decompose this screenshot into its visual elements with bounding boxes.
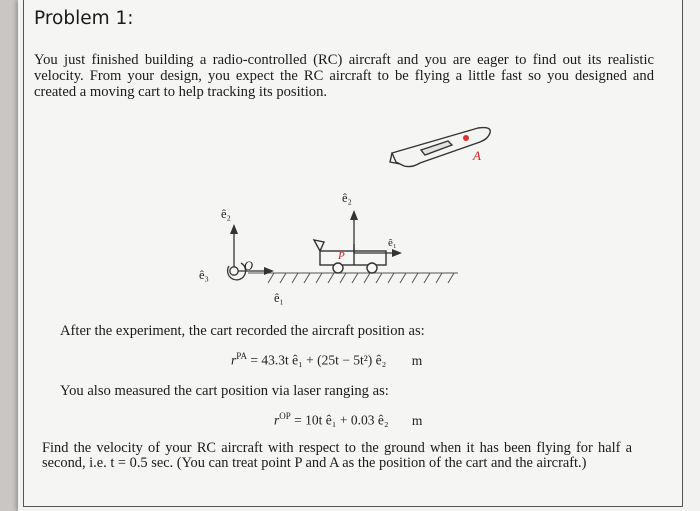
label-p: P (338, 250, 345, 262)
equation-aircraft-position (231, 351, 422, 369)
label-e3-ground: ê₃ (199, 268, 209, 282)
question-paragraph: Find the velocity of your RC aircraft with respect to the ground when it has been flying for half a second, i.e. t = 0.5 sec. (You can treat point P and A as the position of the cart and the aircraft.) (42, 440, 632, 471)
cart-frame-axes (350, 210, 402, 257)
cart-drawing (314, 240, 386, 273)
eq1-lhs: r (231, 352, 237, 368)
label-e1-cart: ê₁ (388, 237, 397, 249)
intro-paragraph: You just finished building a radio-controlled (RC) aircraft and you are eager to find out its realistic velocity. From your design, you expect the RC aircraft to be flying a little fast so you designed and created a moving cart to help tracking its position. (34, 52, 654, 100)
experiment-text: After the experiment, the cart recorded the aircraft position as: (60, 323, 425, 339)
ground-line (248, 273, 458, 283)
eq2-lhs: r (274, 412, 280, 428)
eq1-superscript: PA (236, 351, 247, 361)
label-e2-ground: ê₂ (221, 207, 231, 221)
problem-figure (196, 118, 496, 308)
eq1-rhs: = 43.3t ê₁ + (25t − 5t²) ê₂ (250, 352, 387, 368)
label-a: A (473, 148, 481, 163)
problem-title: Problem 1: (34, 8, 134, 29)
label-e2-cart: ê₂ (342, 191, 352, 205)
aircraft-point-a (464, 136, 469, 141)
eq2-rhs: = 10t ê₁ + 0.03 ê₂ (294, 412, 389, 428)
eq2-superscript: OP (279, 411, 291, 421)
eq2-unit: m (411, 412, 423, 428)
eq1-unit: m (411, 352, 423, 368)
equation-cart-position (274, 411, 422, 429)
label-o: O (244, 259, 254, 273)
laser-text: You also measured the cart position via laser ranging as: (60, 383, 389, 399)
label-e1-ground: ê₁ (274, 291, 284, 305)
